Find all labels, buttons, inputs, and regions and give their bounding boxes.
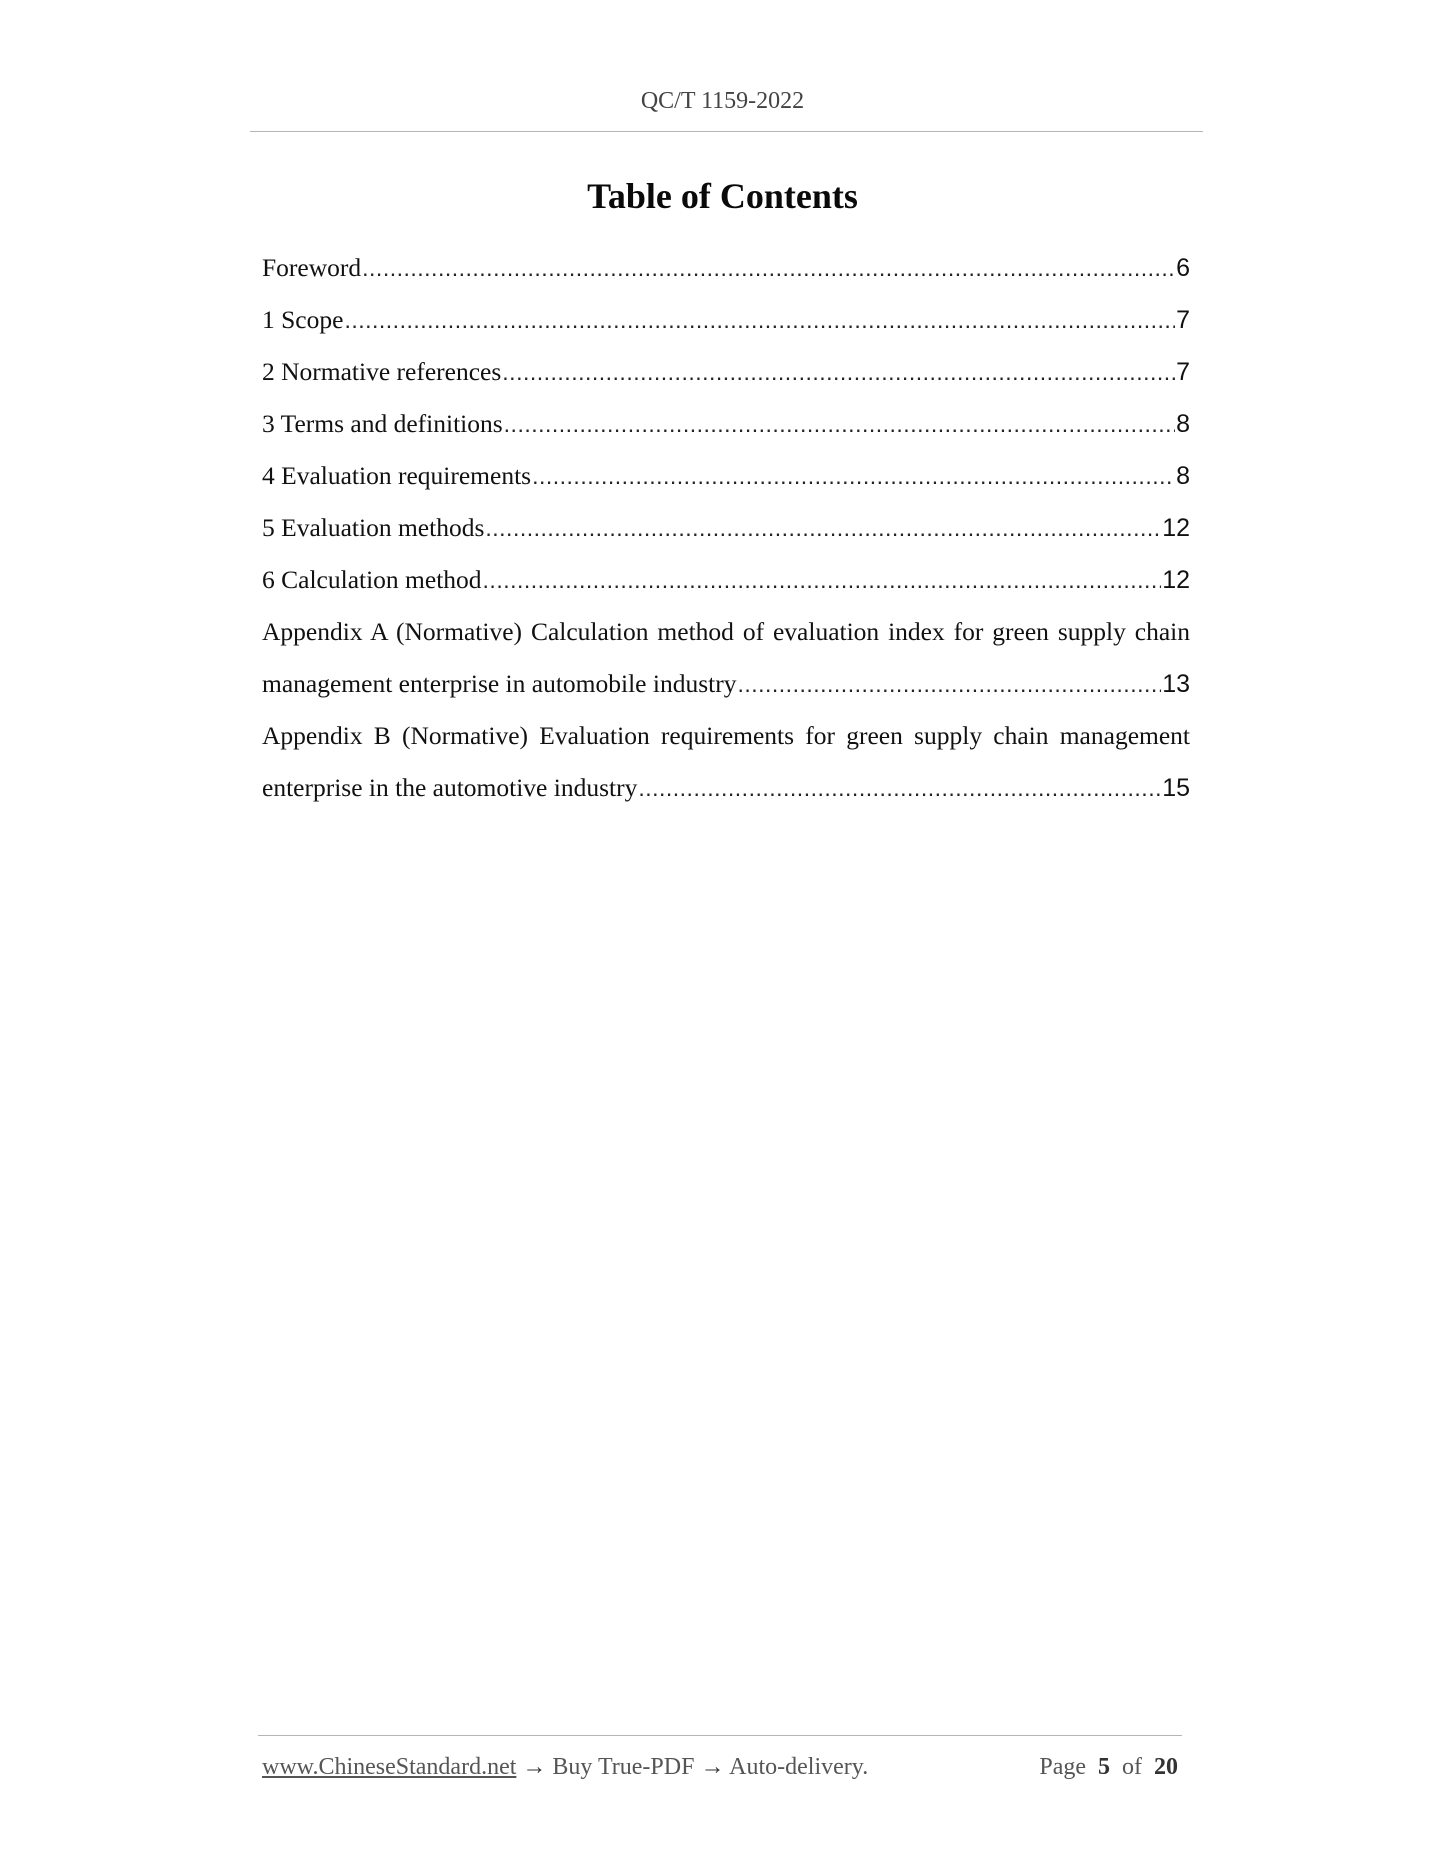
toc-page-number: 8 [1176,462,1190,490]
arrow-right-icon: → [522,1754,547,1780]
toc-page-number: 12 [1162,566,1190,594]
toc-leader-dots [504,405,1175,443]
header-divider [250,131,1203,132]
toc-leader-dots [483,561,1162,599]
toc-leader-dots [344,301,1175,339]
page-indicator [1039,1752,1178,1782]
toc-leader-dots [485,509,1161,547]
toc-leader-dots [638,769,1161,807]
current-page-number: 5 [1098,1754,1110,1780]
footer-promo [262,1752,868,1782]
toc-leader-dots [737,665,1161,703]
auto-delivery-text: Auto-delivery. [729,1754,869,1780]
toc-page-number: 7 [1176,306,1190,334]
toc-entry-terms-and-definitions[interactable] [262,391,1190,443]
toc-entry-label: 1 Scope [262,305,344,334]
toc-page-number: 15 [1162,774,1190,802]
page-label: Page [1039,1754,1086,1780]
toc-entry-appendix-a[interactable] [262,599,1190,703]
toc-entry-label-line1: Appendix B (Normative) Evaluation requirements for green supply chain management [262,721,1190,750]
total-pages-number: 20 [1154,1754,1178,1780]
page-of-label: of [1122,1754,1142,1780]
toc-page-number: 6 [1176,254,1190,282]
toc-entry-label: 4 Evaluation requirements [262,461,532,490]
page-footer [262,1752,1178,1782]
toc-entry-calculation-method[interactable] [262,547,1190,599]
arrow-right-icon: → [700,1754,725,1780]
toc-entry-evaluation-methods[interactable] [262,495,1190,547]
buy-true-pdf-text: Buy True-PDF [552,1754,695,1780]
toc-entry-evaluation-requirements[interactable] [262,443,1190,495]
toc-entry-appendix-b[interactable] [262,703,1190,807]
toc-entry-label: 6 Calculation method [262,565,482,594]
footer-divider [258,1735,1182,1736]
toc-page-number: 8 [1176,410,1190,438]
toc-entry-foreword[interactable] [262,235,1190,287]
document-code-header: QC/T 1159-2022 [640,88,805,114]
toc-page-number: 7 [1176,358,1190,386]
toc-leader-dots [362,249,1175,287]
toc-entry-label-line2: enterprise in the automotive industry [262,773,638,802]
toc-page-number: 12 [1162,514,1190,542]
toc-leader-dots [502,353,1175,391]
toc-entry-label: 3 Terms and definitions [262,409,503,438]
toc-entry-label-line2: management enterprise in automobile industry [262,669,737,698]
site-link[interactable]: www.ChineseStandard.net [262,1754,517,1780]
toc-entry-label: Foreword [262,253,362,282]
toc-entry-scope[interactable] [262,287,1190,339]
toc-page-number: 13 [1162,670,1190,698]
toc-leader-dots [532,457,1175,495]
toc-entry-label: 5 Evaluation methods [262,513,485,542]
toc-entry-label: 2 Normative references [262,357,502,386]
toc-entry-normative-references[interactable] [262,339,1190,391]
table-of-contents [262,235,1190,807]
toc-entry-label-line1: Appendix A (Normative) Calculation method of evaluation index for green supply chain [262,617,1190,646]
page-title: Table of Contents [587,176,858,216]
